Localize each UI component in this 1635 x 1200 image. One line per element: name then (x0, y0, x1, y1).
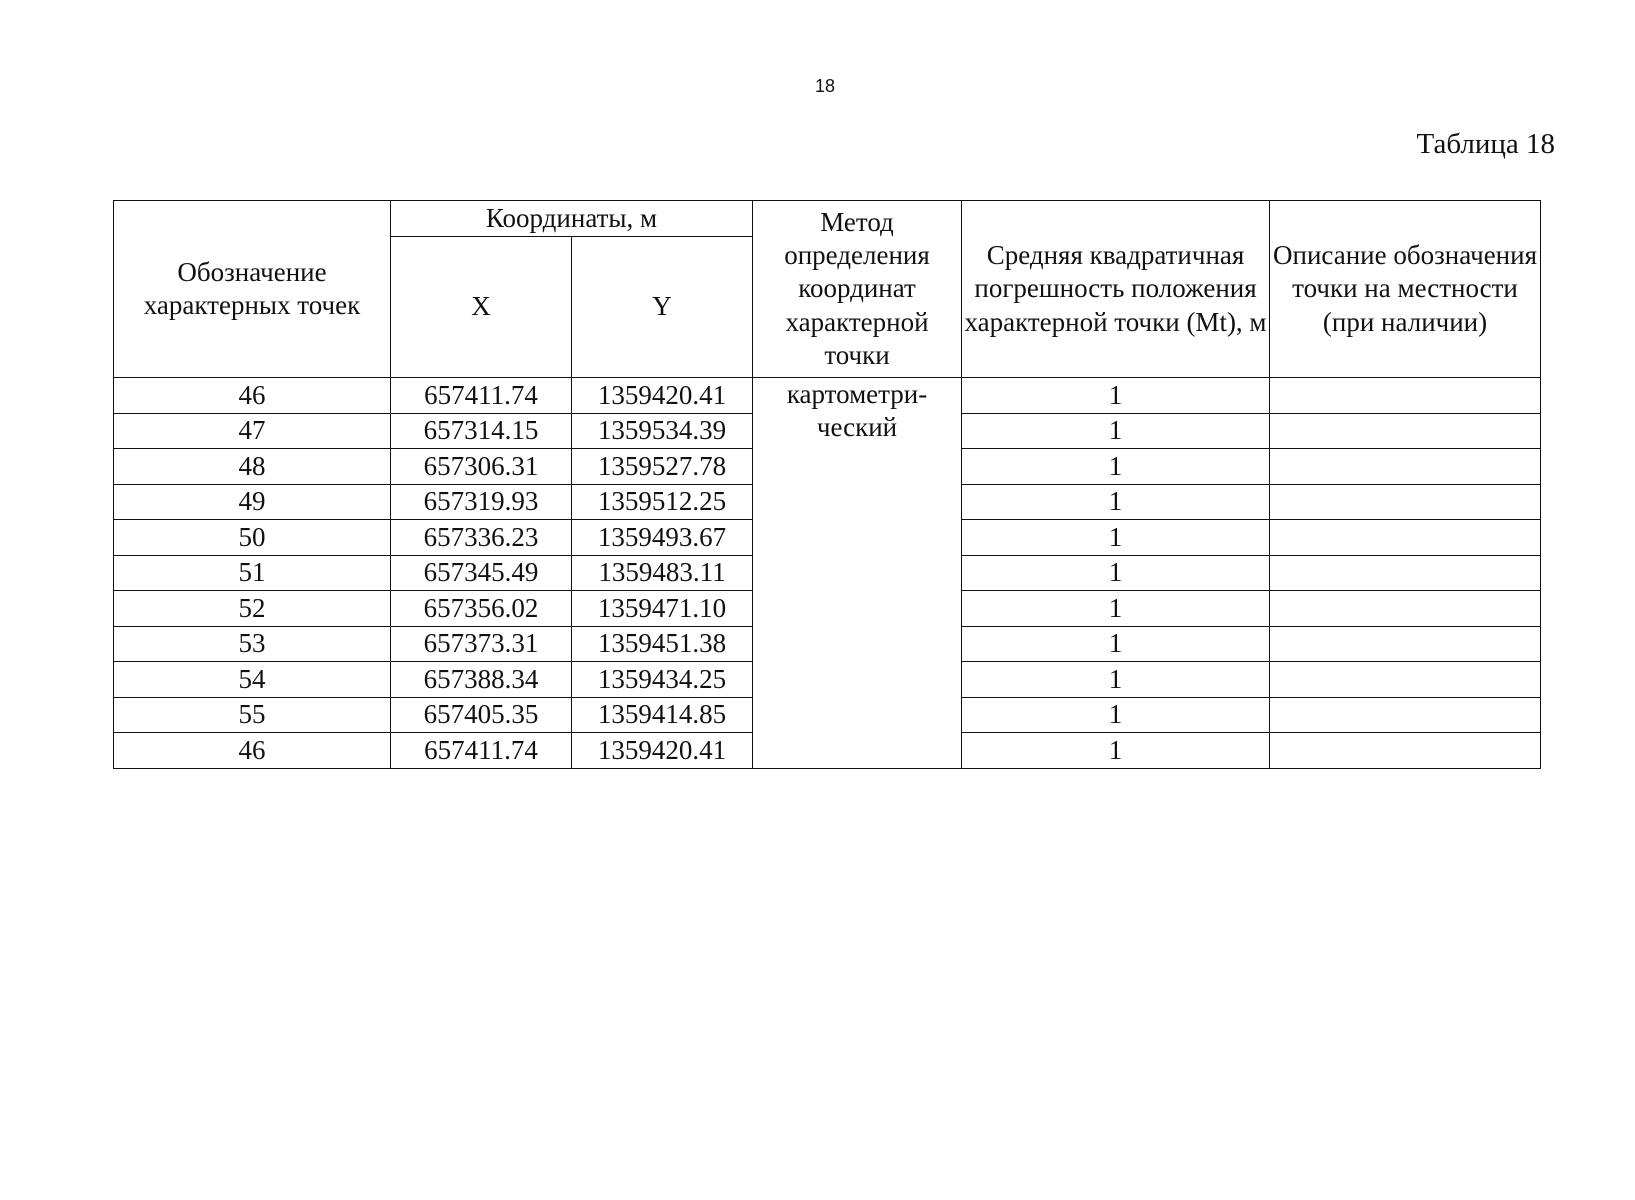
point-cell: 48 (114, 449, 391, 485)
point-cell: 49 (114, 484, 391, 520)
table-row (114, 378, 1541, 414)
header-y: Y (572, 237, 753, 378)
description-cell (1270, 626, 1541, 662)
mt-cell: 1 (962, 733, 1270, 769)
description-cell (1270, 662, 1541, 698)
x-cell: 657319.93 (391, 484, 572, 520)
x-cell: 657405.35 (391, 697, 572, 733)
header-method: Метод определения координат характерной точки (753, 201, 962, 378)
x-cell: 657388.34 (391, 662, 572, 698)
description-cell (1270, 733, 1541, 769)
y-cell: 1359414.85 (572, 697, 753, 733)
y-cell: 1359493.67 (572, 520, 753, 556)
y-cell: 1359434.25 (572, 662, 753, 698)
description-cell (1270, 591, 1541, 627)
point-cell: 53 (114, 626, 391, 662)
y-cell: 1359451.38 (572, 626, 753, 662)
mt-cell: 1 (962, 484, 1270, 520)
y-cell: 1359420.41 (572, 733, 753, 769)
x-cell: 657345.49 (391, 555, 572, 591)
y-cell: 1359527.78 (572, 449, 753, 485)
header-coordinates: Координаты, м (391, 201, 753, 237)
coordinates-table (113, 200, 1541, 769)
x-cell: 657411.74 (391, 378, 572, 414)
table-body (114, 378, 1541, 769)
table-caption: Таблица 18 (1416, 128, 1555, 160)
y-cell: 1359420.41 (572, 378, 753, 414)
method-cell: картометри-ческий (753, 378, 962, 769)
point-cell: 52 (114, 591, 391, 627)
point-cell: 51 (114, 555, 391, 591)
mt-cell: 1 (962, 378, 1270, 414)
x-cell: 657336.23 (391, 520, 572, 556)
header-description: Описание обозначения точки на местности (при наличии) (1270, 201, 1541, 378)
mt-cell: 1 (962, 626, 1270, 662)
description-cell (1270, 520, 1541, 556)
description-cell (1270, 449, 1541, 485)
point-cell: 55 (114, 697, 391, 733)
header-error: Средняя квадратичная погрешность положения характерной точки (Mt), м (962, 201, 1270, 378)
description-cell (1270, 484, 1541, 520)
description-cell (1270, 555, 1541, 591)
header-x: X (391, 237, 572, 378)
point-cell: 46 (114, 378, 391, 414)
y-cell: 1359512.25 (572, 484, 753, 520)
mt-cell: 1 (962, 555, 1270, 591)
y-cell: 1359483.11 (572, 555, 753, 591)
description-cell (1270, 697, 1541, 733)
description-cell (1270, 413, 1541, 449)
mt-cell: 1 (962, 591, 1270, 627)
x-cell: 657373.31 (391, 626, 572, 662)
description-cell (1270, 378, 1541, 414)
point-cell: 54 (114, 662, 391, 698)
mt-cell: 1 (962, 449, 1270, 485)
x-cell: 657314.15 (391, 413, 572, 449)
mt-cell: 1 (962, 697, 1270, 733)
header-point-designation: Обозначение характерных точек (114, 201, 391, 378)
page-number: 18 (814, 76, 836, 96)
mt-cell: 1 (962, 662, 1270, 698)
y-cell: 1359471.10 (572, 591, 753, 627)
y-cell: 1359534.39 (572, 413, 753, 449)
point-cell: 46 (114, 733, 391, 769)
x-cell: 657356.02 (391, 591, 572, 627)
x-cell: 657411.74 (391, 733, 572, 769)
mt-cell: 1 (962, 520, 1270, 556)
mt-cell: 1 (962, 413, 1270, 449)
point-cell: 47 (114, 413, 391, 449)
x-cell: 657306.31 (391, 449, 572, 485)
point-cell: 50 (114, 520, 391, 556)
